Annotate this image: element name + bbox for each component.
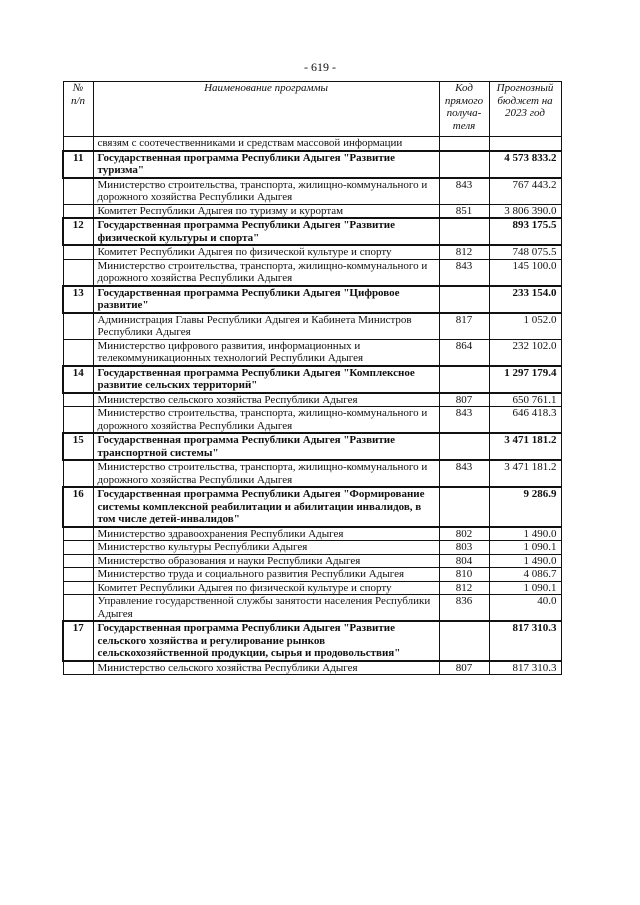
budget-amount-cell: 1 297 179.4 [489, 366, 561, 393]
row-num-cell [63, 407, 93, 434]
table-header-row [63, 82, 561, 137]
budget-amount-cell: 646 418.3 [489, 407, 561, 434]
budget-amount-cell [489, 137, 561, 151]
row-num-cell [63, 204, 93, 218]
program-row [63, 286, 561, 313]
program-name-cell: Комитет Республики Адыгея по физической культуре и спорту [93, 245, 439, 259]
budget-table [62, 81, 562, 675]
row-num-cell [63, 581, 93, 595]
program-name-cell: Министерство строительства, транспорта, жилищно-коммунального и дорожного хозяйства Республики Адыгея [93, 259, 439, 286]
budget-amount-cell: 145 100.0 [489, 259, 561, 286]
row-num-cell [63, 595, 93, 622]
program-row [63, 487, 561, 527]
recipient-code-cell: 812 [439, 245, 489, 259]
row-num-cell: 14 [63, 366, 93, 393]
budget-amount-cell: 1 490.0 [489, 554, 561, 568]
program-name-cell: Государственная программа Республики Адыгея "Комплексное развитие сельских территорий" [93, 366, 439, 393]
recipient-code-cell [439, 137, 489, 151]
program-row [63, 433, 561, 460]
page-number: - 619 - [304, 60, 336, 74]
header-budget-2023: Прогнозный бюджет на 2023 год [489, 82, 561, 137]
recipient-code-cell: 843 [439, 460, 489, 487]
table-body [63, 137, 561, 675]
program-name-cell: Государственная программа Республики Адыгея "Развитие туризма" [93, 151, 439, 178]
budget-amount-cell: 4 086.7 [489, 568, 561, 582]
budget-amount-cell: 232 102.0 [489, 339, 561, 366]
recipient-code-cell: 804 [439, 554, 489, 568]
budget-amount-cell: 650 761.1 [489, 393, 561, 407]
recipient-code-cell: 836 [439, 595, 489, 622]
row-num-cell [63, 259, 93, 286]
budget-amount-cell: 3 471 181.2 [489, 460, 561, 487]
row-num-cell: 16 [63, 487, 93, 527]
budget-amount-cell: 1 090.1 [489, 581, 561, 595]
row-num-cell [63, 313, 93, 340]
program-name-cell: связям с соотечественниками и средствам массовой информации [93, 137, 439, 151]
program-name-cell: Министерство здравоохранения Республики Адыгея [93, 527, 439, 541]
row-num-cell [63, 393, 93, 407]
budget-amount-cell: 1 052.0 [489, 313, 561, 340]
row-num-cell [63, 178, 93, 205]
recipient-row [63, 407, 561, 434]
program-row [63, 218, 561, 245]
recipient-row [63, 541, 561, 555]
row-num-cell [63, 339, 93, 366]
recipient-row [63, 581, 561, 595]
program-name-cell: Комитет Республики Адыгея по физической культуре и спорту [93, 581, 439, 595]
program-name-cell: Министерство труда и социального развития Республики Адыгея [93, 568, 439, 582]
row-num-cell: 13 [63, 286, 93, 313]
program-name-cell: Министерство строительства, транспорта, жилищно-коммунального и дорожного хозяйства Республики Адыгея [93, 178, 439, 205]
recipient-code-cell [439, 487, 489, 527]
header-num: № п/п [63, 82, 93, 137]
budget-amount-cell: 767 443.2 [489, 178, 561, 205]
program-name-cell: Государственная программа Республики Адыгея "Цифровое развитие" [93, 286, 439, 313]
recipient-code-cell: 810 [439, 568, 489, 582]
row-num-cell [63, 661, 93, 675]
recipient-code-cell: 864 [439, 339, 489, 366]
recipient-row [63, 527, 561, 541]
recipient-code-cell: 807 [439, 393, 489, 407]
recipient-row [63, 554, 561, 568]
program-name-cell: Комитет Республики Адыгея по туризму и курортам [93, 204, 439, 218]
recipient-code-cell: 803 [439, 541, 489, 555]
budget-amount-cell: 817 310.3 [489, 621, 561, 661]
program-name-cell: Администрация Главы Республики Адыгея и Кабинета Министров Республики Адыгея [93, 313, 439, 340]
budget-amount-cell: 1 490.0 [489, 527, 561, 541]
recipient-code-cell [439, 286, 489, 313]
program-name-cell: Государственная программа Республики Адыгея "Развитие сельского хозяйства и регулирование рынков сельскохозяйственной продукции, сырья и продовольствия" [93, 621, 439, 661]
recipient-row [63, 595, 561, 622]
program-name-cell: Министерство цифрового развития, информационных и телекоммуникационных технологий Республики Адыгея [93, 339, 439, 366]
program-name-cell: Государственная программа Республики Адыгея "Развитие транспортной системы" [93, 433, 439, 460]
recipient-row [63, 313, 561, 340]
recipient-code-cell: 807 [439, 661, 489, 675]
recipient-code-cell [439, 151, 489, 178]
recipient-row [63, 259, 561, 286]
recipient-code-cell: 843 [439, 259, 489, 286]
program-name-cell: Министерство культуры Республики Адыгея [93, 541, 439, 555]
row-num-cell: 12 [63, 218, 93, 245]
recipient-code-cell [439, 366, 489, 393]
recipient-code-cell: 802 [439, 527, 489, 541]
row-num-cell [63, 245, 93, 259]
program-name-cell: Министерство образования и науки Республики Адыгея [93, 554, 439, 568]
recipient-code-cell: 843 [439, 178, 489, 205]
row-num-cell [63, 460, 93, 487]
row-num-cell [63, 554, 93, 568]
row-num-cell: 15 [63, 433, 93, 460]
header-program-name: Наименование программы [93, 82, 439, 137]
program-name-cell: Министерство сельского хозяйства Республики Адыгея [93, 661, 439, 675]
budget-amount-cell: 9 286.9 [489, 487, 561, 527]
program-row [63, 151, 561, 178]
recipient-code-cell [439, 433, 489, 460]
program-name-cell: Государственная программа Республики Адыгея "Формирование системы комплексной реабилитации и абилитации инвалидов, в том числе детей-инвалидов" [93, 487, 439, 527]
row-num-cell [63, 568, 93, 582]
recipient-code-cell: 812 [439, 581, 489, 595]
row-num-cell: 11 [63, 151, 93, 178]
program-name-cell: Министерство сельского хозяйства Республики Адыгея [93, 393, 439, 407]
recipient-code-cell [439, 218, 489, 245]
row-num-cell [63, 541, 93, 555]
program-name-cell: Министерство строительства, транспорта, жилищно-коммунального и дорожного хозяйства Республики Адыгея [93, 407, 439, 434]
recipient-code-cell: 851 [439, 204, 489, 218]
program-name-cell: Управление государственной службы занятости населения Республики Адыгея [93, 595, 439, 622]
recipient-row [63, 393, 561, 407]
program-name-cell: Государственная программа Республики Адыгея "Развитие физической культуры и спорта" [93, 218, 439, 245]
recipient-row [63, 137, 561, 151]
recipient-row [63, 568, 561, 582]
budget-amount-cell: 3 471 181.2 [489, 433, 561, 460]
recipient-row [63, 460, 561, 487]
recipient-row [63, 339, 561, 366]
budget-amount-cell: 233 154.0 [489, 286, 561, 313]
program-row [63, 366, 561, 393]
program-name-cell: Министерство строительства, транспорта, жилищно-коммунального и дорожного хозяйства Республики Адыгея [93, 460, 439, 487]
recipient-row [63, 178, 561, 205]
budget-amount-cell: 3 806 390.0 [489, 204, 561, 218]
header-recipient-code: Код прямого получа-теля [439, 82, 489, 137]
recipient-row [63, 245, 561, 259]
budget-amount-cell: 817 310.3 [489, 661, 561, 675]
recipient-row [63, 204, 561, 218]
recipient-row [63, 661, 561, 675]
program-row [63, 621, 561, 661]
budget-amount-cell: 1 090.1 [489, 541, 561, 555]
budget-amount-cell: 4 573 833.2 [489, 151, 561, 178]
recipient-code-cell: 843 [439, 407, 489, 434]
recipient-code-cell [439, 621, 489, 661]
budget-amount-cell: 40.0 [489, 595, 561, 622]
budget-amount-cell: 893 175.5 [489, 218, 561, 245]
budget-amount-cell: 748 075.5 [489, 245, 561, 259]
row-num-cell: 17 [63, 621, 93, 661]
row-num-cell [63, 137, 93, 151]
recipient-code-cell: 817 [439, 313, 489, 340]
row-num-cell [63, 527, 93, 541]
